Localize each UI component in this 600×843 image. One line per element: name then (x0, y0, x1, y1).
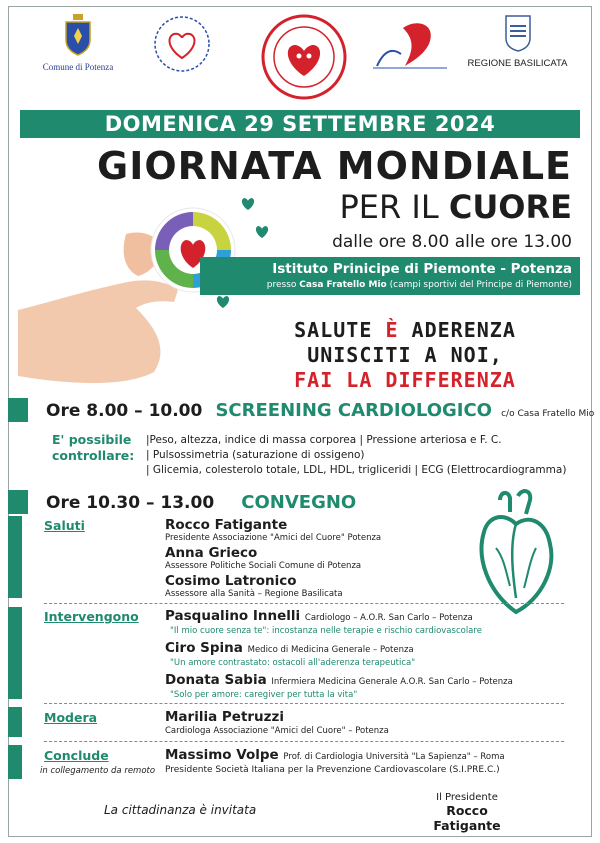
talk-title: "Solo per amore: caregiver per tutta la vita" (170, 690, 358, 700)
divider (44, 741, 564, 742)
venue-detail: (campi sportivi del Principe di Piemonte) (389, 280, 572, 290)
speaker-name-text: Donata Sabia (165, 672, 267, 688)
title-sub-prefix: PER IL (339, 188, 439, 226)
logos-row (20, 14, 580, 96)
conclude-sub: in collegamento da remoto (40, 766, 156, 776)
modera-label: Modera (44, 710, 98, 725)
section-marker-screening (8, 398, 28, 422)
fondazione-logo (365, 14, 455, 78)
screening-where-place: Casa Fratello Mio (517, 409, 595, 419)
person-name: Anna Grieco (165, 545, 258, 561)
slogan-word-aderenza: ADERENZA (411, 318, 516, 342)
signature-block (412, 792, 522, 833)
talk-title: "Un amore contrastato: ostacoli all'aderenza terapeutica" (170, 658, 416, 668)
conclude-label: Conclude (44, 748, 109, 763)
venue-name: Istituto Prinicipe di Piemonte - Potenza (272, 261, 572, 277)
screening-where-prefix: c/o (501, 409, 515, 419)
concluder-desc: Presidente Società Italiana per la Prevenzione Cardiovascolare (S.I.PRE.C.) (165, 765, 500, 775)
speaker-affiliation: Cardiologo – A.O.R. San Carlo – Potenza (304, 613, 473, 623)
person-name: Rocco Fatigante (165, 517, 288, 533)
comune-caption: Comune di Potenza (42, 62, 114, 72)
heart-foundation-logo (150, 14, 214, 78)
date-band: DOMENICA 29 SETTEMBRE 2024 (20, 110, 580, 138)
venue-band (200, 257, 580, 295)
title-main: GIORNATA MONDIALE (97, 144, 572, 188)
slogan-line2: UNISCITI A NOI, (307, 343, 503, 367)
regione-shield-icon (504, 14, 532, 52)
section-marker-conclude (8, 745, 22, 779)
signature-name: Rocco Fatigante (433, 803, 501, 833)
venue-place: Casa Fratello Mio (299, 280, 387, 290)
speaker-name-text: Pasqualino Innelli (165, 608, 301, 624)
swoosh-heart-icon (367, 14, 453, 74)
speaker-name (165, 608, 473, 624)
regione-logo (465, 14, 570, 69)
speaker-affiliation: Medico di Medicina Generale – Potenza (247, 645, 414, 655)
section-marker-saluti (8, 516, 22, 598)
slogan-word-salute: SALUTE (294, 318, 373, 342)
comune-logo (38, 14, 118, 72)
association-seal-icon (261, 14, 347, 100)
screening-heading (46, 400, 594, 421)
moderator-desc: Cardiologa Associazione "Amici del Cuore" – Potenza (165, 726, 389, 736)
speaker-name (165, 672, 513, 688)
speaker-affiliation: Infermiera Medicina Generale A.O.R. San Carlo – Potenza (271, 677, 513, 687)
screening-name: SCREENING CARDIOLOGICO (215, 400, 492, 421)
concluder-affiliation: Prof. di Cardiologia Università "La Sapienza" – Roma (283, 752, 505, 762)
screening-where (501, 409, 594, 419)
section-marker-modera (8, 707, 22, 737)
slogan-line1 (245, 318, 565, 343)
divider (44, 603, 564, 604)
regione-caption: REGIONE BASILICATA (467, 58, 568, 69)
title-sub-bold: CUORE (448, 188, 572, 226)
person-desc: Presidente Associazione "Amici del Cuore" Potenza (165, 533, 382, 543)
concluder-name-text: Massimo Volpe (165, 747, 279, 763)
anatomical-heart-icon (470, 488, 560, 618)
section-marker-intervengono (8, 607, 22, 699)
screening-item: | Glicemia, colesterolo totale, LDL, HDL, trigliceridi | ECG (Elettrocardiogramma) (146, 464, 567, 476)
person-desc: Assessore Politiche Sociali Comune di Potenza (165, 561, 362, 571)
slogan (245, 318, 565, 393)
convegno-name: CONVEGNO (241, 492, 357, 513)
screening-time: Ore 8.00 – 10.00 (46, 401, 203, 421)
venue-prefix: presso (266, 280, 297, 290)
section-marker-convegno (8, 490, 28, 514)
person-name: Cosimo Latronico (165, 573, 297, 589)
signature-title: Il Presidente (436, 792, 498, 803)
amici-del-cuore-logo (260, 14, 348, 104)
title-sub (339, 188, 572, 226)
heart-circle-icon (152, 14, 212, 74)
invitation-note: La cittadinanza è invitata (104, 803, 257, 817)
talk-title: "Il mio cuore senza te": incostanza nelle terapie e rischio cardiovascolare (170, 626, 482, 636)
divider (44, 703, 564, 704)
convegno-heading (46, 492, 356, 513)
venue-detail-line (200, 280, 572, 290)
screening-label: E' possibile controllare: (52, 432, 135, 463)
event-hours: dalle ore 8.00 alle ore 13.00 (332, 232, 572, 252)
screening-item: | Pulsossimetria (saturazione di ossigeno) (146, 449, 365, 461)
speaker-name-text: Ciro Spina (165, 640, 243, 656)
convegno-time: Ore 10.30 – 13.00 (46, 493, 215, 513)
speaker-name (165, 640, 414, 656)
slogan-line3: FAI LA DIFFERENZA (294, 368, 516, 392)
screening-item: |Peso, altezza, indice di massa corporea | Pressione arteriosa e F. C. (146, 434, 502, 446)
person-desc: Assessore alla Sanità – Regione Basilicata (165, 589, 343, 599)
slogan-word-e: È (385, 318, 399, 342)
intervengono-label: Intervengono (44, 609, 139, 624)
moderator-name: Marilia Petruzzi (165, 709, 285, 725)
coat-of-arms-icon (63, 14, 93, 56)
saluti-label: Saluti (44, 518, 85, 533)
concluder-name (165, 747, 505, 763)
